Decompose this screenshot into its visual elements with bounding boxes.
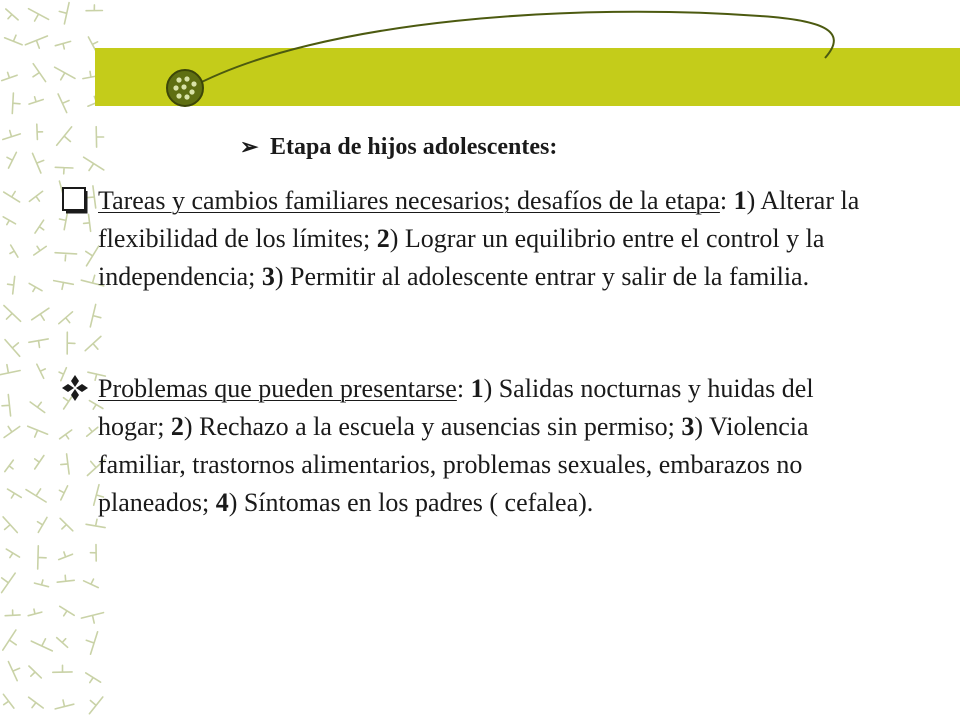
pattern-figure [8,489,22,498]
pattern-figure [6,549,19,558]
pattern-figure [55,67,75,80]
pattern-figure [29,9,49,21]
hollow-square-icon [60,185,90,215]
pattern-figure [31,639,52,651]
pattern-figure [29,283,42,291]
pattern-figure [2,72,17,80]
text-segment: 4 [215,488,229,517]
pattern-figure [2,395,11,416]
pattern-figure [34,246,46,255]
pattern-figure [25,36,47,48]
list-item-problemas [60,370,880,522]
pattern-figure [6,9,18,20]
text-segment: 2 [170,412,184,441]
four-diamond-icon [60,373,90,403]
pattern-figure [29,97,43,104]
pattern-figure [57,638,68,648]
text-segment: : [456,374,471,403]
pattern-figure [55,41,70,49]
text-segment: 3 [261,262,275,291]
pattern-figure [35,220,44,233]
text-segment: ) Permitir al adolescente entrar y salir de la familia. [274,262,810,291]
pattern-figure [8,276,15,294]
pattern-figure [32,308,49,320]
pattern-figure [28,609,42,616]
pattern-figure [29,697,44,708]
pattern-figure [37,364,46,378]
pattern-figure [33,153,44,173]
pattern-figure [30,402,45,413]
pattern-figure [35,580,49,587]
pattern-figure [38,517,48,532]
pattern-figure [4,426,20,437]
heading-text: Etapa de hijos adolescentes: [270,134,558,160]
pattern-figure [37,124,43,139]
pattern-figure [59,312,73,324]
text-segment: 1 [470,374,484,403]
text-segment: Tareas y cambios familiares necesarios; desafíos de la etapa [98,186,720,215]
pattern-figure [59,3,69,24]
pattern-figure [60,606,74,616]
text-segment: ) Síntomas en los padres ( cefalea). [228,488,594,517]
pattern-figure [5,340,20,357]
pattern-figure [4,192,20,202]
decorative-pattern [0,0,120,720]
slide-heading [240,131,880,163]
pattern-figure [55,167,73,174]
pattern-figure [0,365,20,376]
pattern-figure [57,127,72,145]
text-segment: 2 [376,224,390,253]
pattern-figure [12,93,20,114]
text-segment: ) Alterar la flexibilidad de los límites; [98,186,860,253]
pattern-figure [57,575,74,582]
pattern-figure [29,666,41,678]
orb-icon [165,68,205,108]
pattern-figure [53,665,72,672]
arrow-bullet-icon: ➢ [240,134,259,159]
pattern-figure [5,35,23,45]
list-item-text [98,182,880,296]
pattern-figure [4,306,21,322]
pattern-figure [29,339,48,348]
pattern-figure [2,573,16,593]
text-segment: 3 [681,412,695,441]
text-segment: ) Salidas nocturnas y huidas del hogar; [98,374,814,441]
text-segment: ) Violencia familiar, trastornos alimentarios, problemas sexuales, embarazos no planeados; [98,412,809,517]
pattern-figure [3,131,21,140]
pattern-figure [84,157,104,170]
pattern-figure [5,610,20,616]
pattern-figure [3,630,16,650]
pattern-figure [86,673,101,683]
pattern-figure [28,426,48,437]
pattern-figure [35,456,44,470]
pattern-figure [86,632,97,654]
text-segment: Problemas que pueden presentarse [98,374,457,403]
pattern-figure [90,304,101,327]
pattern-figure [33,64,46,82]
pattern-figure [96,127,103,147]
pattern-figure [3,694,14,708]
pattern-figure [38,546,46,569]
pattern-figure [3,217,15,225]
text-segment: ) Rechazo a la escuela y ausencias sin permiso; [183,412,682,441]
text-segment: ) Lograr un equilibrio entre el control y la independencia; [98,224,825,291]
pattern-figure [81,613,103,624]
pattern-figure [59,552,73,560]
pattern-figure [85,336,101,350]
text-segment: 1 [733,186,747,215]
pattern-figure [89,697,102,714]
pattern-figure [3,517,17,533]
header-swoosh [160,8,860,108]
pattern-figure [58,94,69,113]
pattern-figure [55,700,74,709]
list-item-text [98,370,880,522]
pattern-figure [29,191,42,201]
text-segment: : [719,186,734,215]
pattern-figure [86,5,102,11]
pattern-figure [10,245,18,257]
pattern-figure [67,332,75,354]
pattern-figure [7,152,16,168]
pattern-figure [8,662,19,681]
list-item-tareas [60,182,880,296]
pattern-figure [26,489,46,502]
pattern-figure [5,460,14,472]
pattern-figure [90,545,96,562]
pattern-figure [84,579,99,588]
